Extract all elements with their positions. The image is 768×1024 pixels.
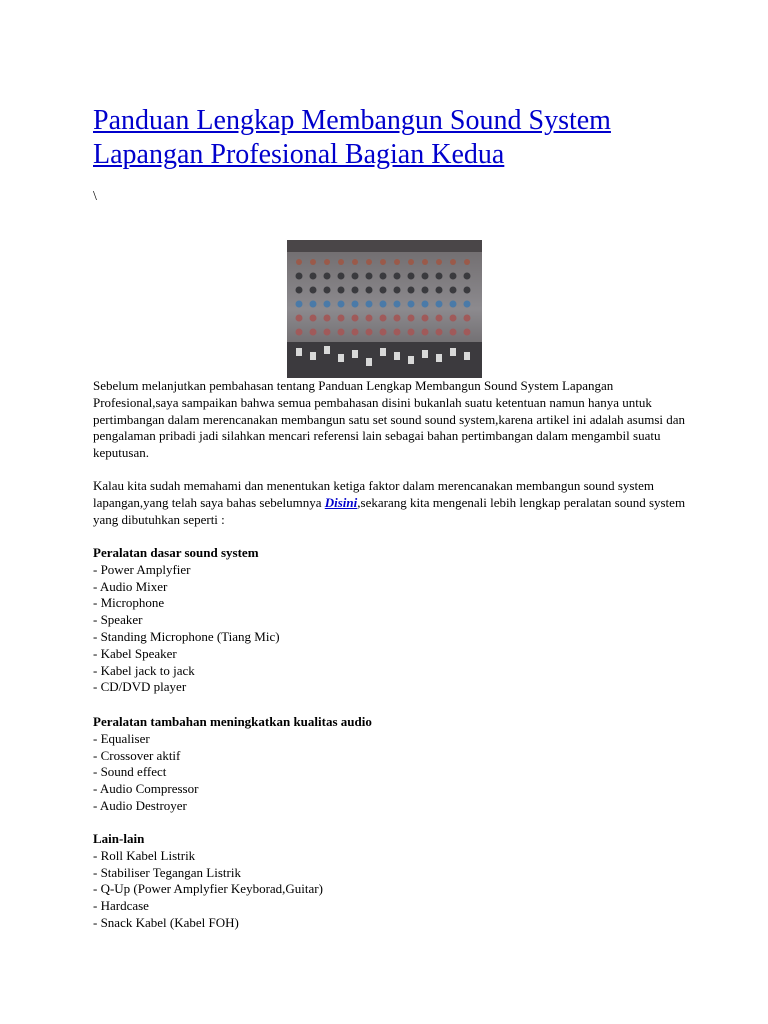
list-item: - Speaker [93,612,143,628]
context-paragraph [93,478,693,528]
list-item: - Power Amplyfier [93,561,191,577]
section-basic-equipment [93,545,693,696]
stray-backslash: \ [93,189,97,204]
equipment-list [93,731,693,815]
section-heading: Peralatan dasar sound system [93,545,259,560]
list-item: - Audio Mixer [93,578,168,594]
list-item: - CD/DVD player [93,679,187,695]
list-item: - Equaliser [93,730,150,746]
list-item: - Roll Kabel Listrik [93,847,196,863]
list-item: - Kabel jack to jack [93,662,195,678]
context-paragraph-after: ,sekarang kita mengenali lebih lengkap peralatan sound system yang dibutuhkan seperti : [93,494,686,527]
list-item: - Crossover aktif [93,747,181,763]
equipment-list [93,848,693,932]
list-item: - Sound effect [93,764,167,780]
list-item: - Stabiliser Tegangan Listrik [93,864,241,880]
section-heading: Lain-lain [93,831,145,846]
list-item: - Q-Up (Power Amplyfier Keyborad,Guitar) [93,881,323,897]
document-page [93,104,693,930]
audio-mixer-image [287,240,482,378]
audio-mixer-photo [287,240,482,378]
list-item: - Snack Kabel (Kabel FOH) [93,914,239,930]
section-others [93,831,693,932]
list-item: - Hardcase [93,898,149,914]
list-item: - Kabel Speaker [93,645,177,661]
list-item: - Microphone [93,595,165,611]
disini-link[interactable]: Disini [324,494,358,510]
equipment-list [93,562,693,696]
intro-paragraph: Sebelum melanjutkan pembahasan tentang Panduan Lengkap Membangun Sound System Lapangan Profesional,saya sampaikan bahwa semua pembahasan disini bukanlah suatu ketentuan namun hanya untuk pertimbangan dalam merencanakan membangun satu set sound sound system,karena artikel ini adalah asumsi dan pengalaman pribadi jadi silahkan mencari referensi lain sebagai bahan pertimbangan dalam mengambil suatu keputusan. [93,378,686,461]
section-heading: Peralatan tambahan meningkatkan kualitas audio [93,714,372,729]
list-item: - Standing Microphone (Tiang Mic) [93,628,280,644]
context-paragraph-before: Kalau kita sudah memahami dan menentukan ketiga faktor dalam merencanakan membangun sound system lapangan,yang telah saya bahas sebelumnya [93,478,654,510]
list-item: - Audio Compressor [93,781,199,797]
list-item: - Audio Destroyer [93,797,187,813]
section-additional-equipment [93,714,693,815]
article-title-link[interactable]: Panduan Lengkap Membangun Sound System Lapangan Profesional Bagian Kedua [93,105,611,170]
